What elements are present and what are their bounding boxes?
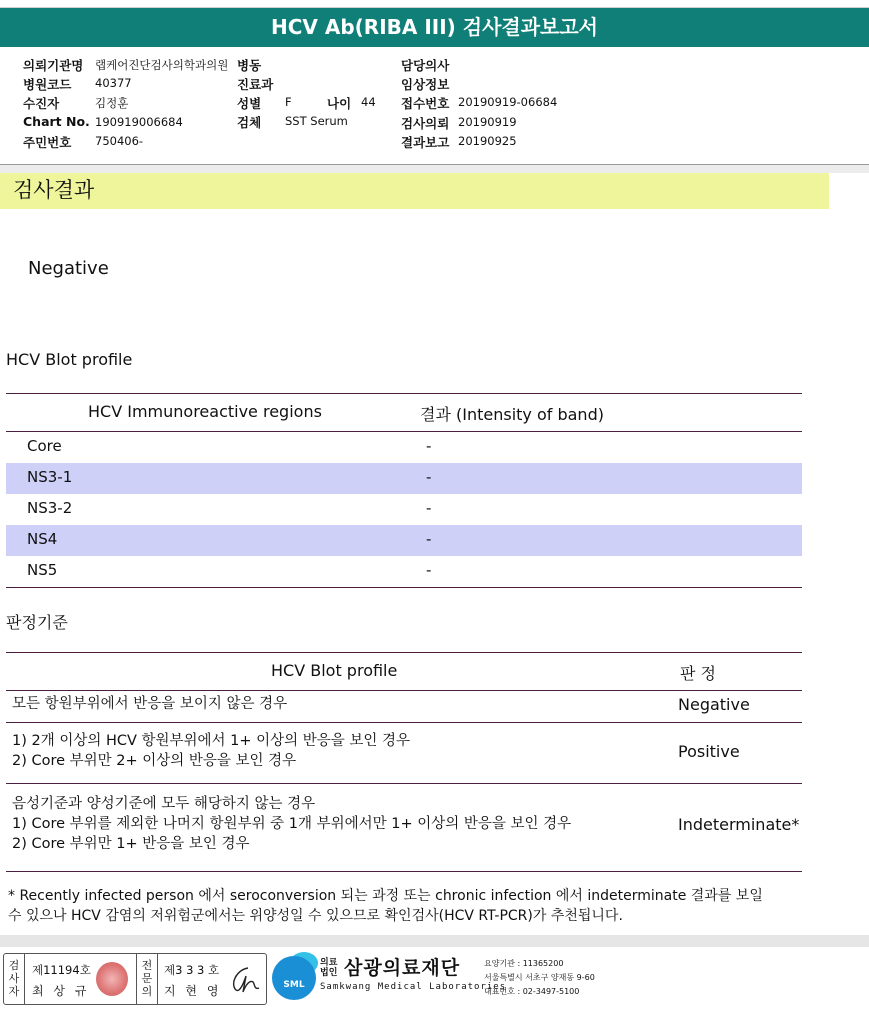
specimen-value: SST Serum [285,114,348,128]
divider [157,954,158,1004]
test-result: Negative [28,258,109,279]
resident-number-label: 주민번호 [23,135,72,150]
lab-address: 서울특별시 서초구 양재동 9-60 [484,973,595,982]
signature-box [3,953,267,1005]
header-judgement: 판 정 [680,664,716,683]
footnote-line: * Recently infected person 에서 seroconversion 되는 과정 또는 chronic infection 에서 indeterminate 결과를 보일 [8,888,763,904]
resident-number-value: 750406- [95,134,144,148]
request-date-label: 검사의뢰 [401,116,450,131]
table-row [6,494,802,525]
hospital-code-value: 40377 [95,76,132,90]
table-row [6,691,802,723]
logo-small-line: 의료 [320,958,338,968]
department-label: 진료과 [237,77,274,92]
hospital-code-label: 병원코드 [23,77,72,92]
header-region: HCV Immunoreactive regions [88,402,322,421]
result-cell: - [426,468,432,486]
region-cell: Core [27,437,62,455]
result-cell: - [426,561,432,579]
tester-label: 검사자 [8,959,20,998]
table-header [6,653,802,691]
request-date-value: 20190919 [458,115,517,129]
specimen-label: 검체 [237,115,262,130]
criteria-line: 음성기준과 양성기준에 모두 해당하지 않는 경우 [12,796,316,812]
logo-name: 삼광의료재단 [344,957,461,979]
ward-label: 병동 [237,58,262,73]
sex-value: F [285,95,292,109]
receipt-number-label: 접수번호 [401,96,450,111]
requesting-institution-label: 의뢰기관명 [23,58,84,73]
signature-icon [226,962,262,996]
logo-corp-mark [320,958,337,978]
footnote-line: 수 있으나 HCV 감염의 저위험군에서는 위양성일 수 있으므로 확인검사(HCV RT-PCR)가 추천됩니다. [8,908,623,924]
table-row [6,432,802,463]
care-institution-number: 요양기관 : 11365200 [484,959,564,968]
criteria-table [6,652,802,872]
age-value: 44 [361,95,376,109]
footnote [8,886,808,926]
reviewer-label: 전문의 [141,959,153,998]
region-cell: NS5 [27,561,58,579]
age-label: 나이 [327,96,352,111]
criteria-cell [12,794,571,854]
table-row [6,463,802,494]
chart-number-value: 190919006684 [95,115,183,129]
requesting-institution-value: 랩케어진단검사의학과의원 [95,58,229,72]
report-title: HCV Ab(RIBA III) 검사결과보고서 [0,8,869,47]
blot-profile-table [6,393,802,588]
judgement-cell: Negative [678,695,750,714]
judgement-cell: Positive [678,742,740,761]
region-cell: NS3-1 [27,468,73,486]
table-row [6,723,802,784]
attending-physician-label: 담당의사 [401,58,450,73]
logo-small-line: 법인 [320,968,338,978]
region-cell: NS4 [27,530,58,548]
criteria-title: 판정기준 [6,613,68,632]
lab-contact-info [484,957,595,999]
criteria-line: 1) 2개 이상의 HCV 항원부위에서 1+ 이상의 반응을 보인 경우 [12,733,411,749]
top-border [0,0,869,8]
logo-english-name: Samkwang Medical Laboratories [320,982,507,992]
seal-stamp-icon [96,962,128,996]
clinical-info-label: 임상정보 [401,77,450,92]
patient-label: 수진자 [23,96,60,111]
header-profile: HCV Blot profile [271,661,398,680]
chart-number-label: Chart No. [23,114,90,129]
criteria-line: 1) Core 부위를 제외한 나머지 항원부위 중 1개 부위에서만 1+ 이상의 반응을 보인 경우 [12,816,572,832]
result-cell: - [426,530,432,548]
criteria-line: 모든 항원부위에서 반응을 보이지 않은 경우 [12,696,288,712]
table-row [6,784,802,872]
divider-bar [0,165,869,173]
result-cell: - [426,499,432,517]
criteria-line: 2) Core 부위만 2+ 이상의 반응을 보인 경우 [12,753,297,769]
header-result: 결과 (Intensity of band) [420,405,604,424]
sml-logo-icon: SML [272,956,316,1000]
result-cell: - [426,437,432,455]
criteria-cell [12,731,410,771]
report-date-label: 결과보고 [401,135,450,150]
criteria-cell [12,694,287,714]
table-header [6,394,802,432]
sex-label: 성별 [237,96,262,111]
tester-license: 제11194호 [32,963,91,977]
reviewer-license: 제3 3 3 호 [164,963,220,977]
lab-phone: 대표번호 : 02-3497-5100 [484,987,580,996]
table-row [6,556,802,587]
patient-info-panel [0,47,869,165]
divider [24,954,25,1004]
receipt-number-value: 20190919-06684 [458,95,558,109]
judgement-cell: Indeterminate* [678,815,800,834]
footer-divider [0,935,869,947]
region-cell: NS3-2 [27,499,73,517]
reviewer-name: 지 현 영 [164,984,222,998]
section-title: 검사결과 [0,173,829,209]
blot-profile-title: HCV Blot profile [6,350,133,369]
tester-name: 최 상 규 [32,984,90,998]
patient-value: 김정훈 [95,96,129,110]
criteria-line: 2) Core 부위만 1+ 반응을 보인 경우 [12,836,250,852]
table-row [6,525,802,556]
report-date-value: 20190925 [458,134,517,148]
